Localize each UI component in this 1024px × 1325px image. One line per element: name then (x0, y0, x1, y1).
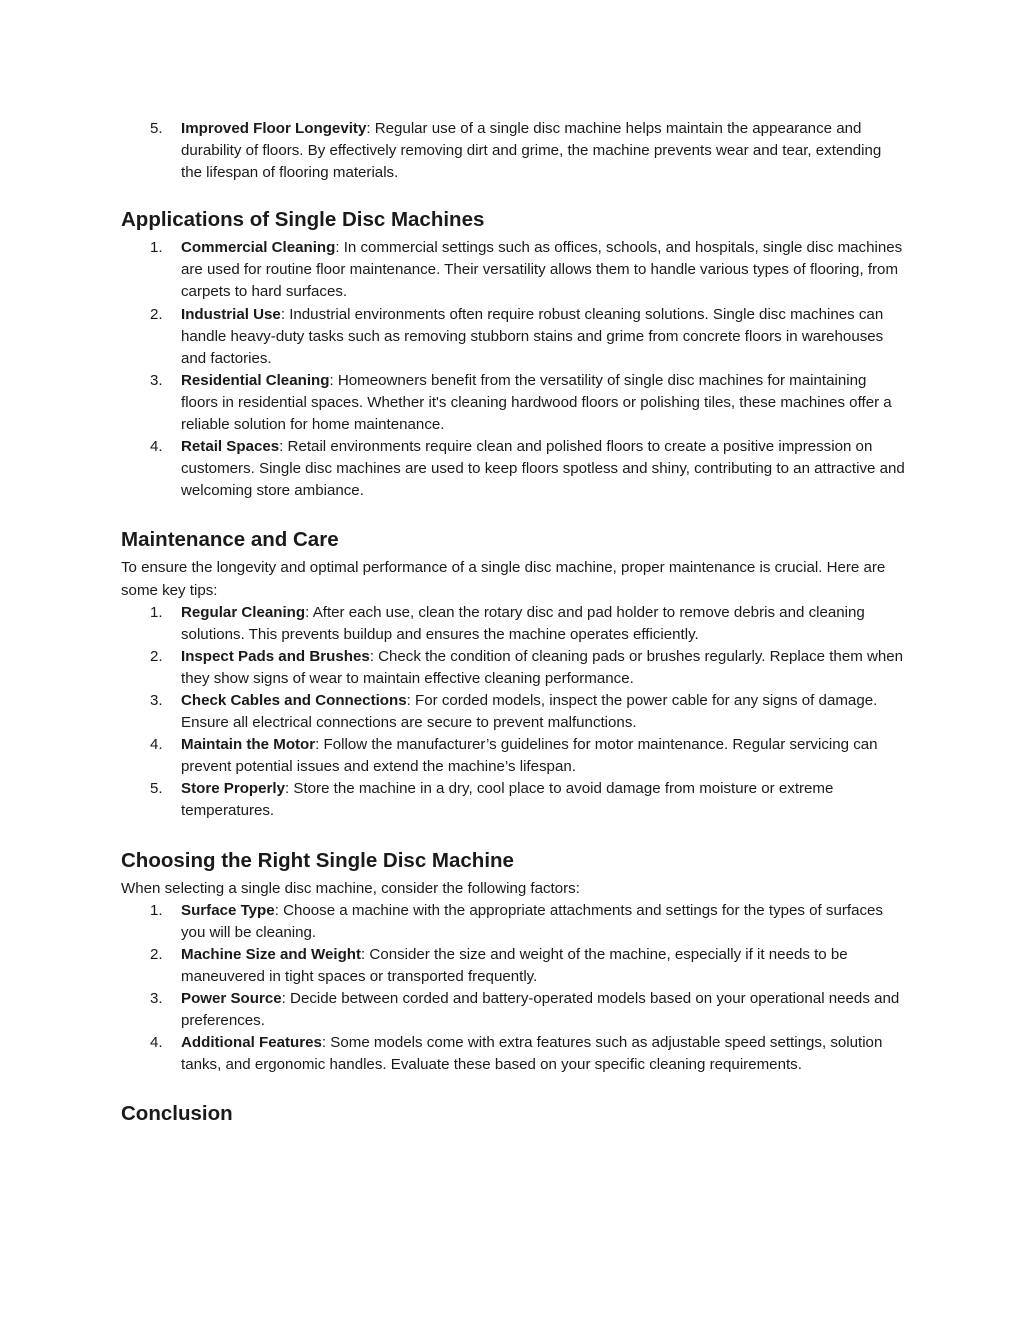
list-item (121, 646, 906, 690)
list-number: 3. (150, 371, 163, 389)
choosing-section (121, 847, 906, 1077)
list-term: Industrial Use (181, 305, 281, 323)
list-text: : In commercial settings such as offices, schools, and hospitals, single disc machines are used for routine floor maintenance. Their versatility allows them to handle various types of flooring, from carpets to hard surfaces. (181, 239, 903, 301)
list-text: : Retail environments require clean and polished floors to create a positive impression on customers. Single disc machines are used to keep floors spotless and shiny, contributing to an attractive and welcoming store ambiance. (181, 438, 905, 500)
list-text: : Consider the size and weight of the machine, especially if it needs to be maneuvered in tight spaces or transported frequently. (181, 945, 848, 985)
list-text: : Check the condition of cleaning pads or brushes regularly. Replace them when they show signs of wear to maintain effective cleaning performance. (181, 647, 904, 687)
list-text: : Some models come with extra features such as adjustable speed settings, solution tanks, and ergonomic handles. Evaluate these based on your specific cleaning requirements. (181, 1034, 883, 1074)
section-heading: Choosing the Right Single Disc Machine (121, 848, 514, 872)
list-item (121, 690, 906, 734)
list-item (121, 602, 906, 646)
list-text: : Homeowners benefit from the versatility of single disc machines for maintaining floors in residential spaces. Whether it's cleaning hardwood floors or polishing tiles, these machines offer a reliable solution for home maintenance. (181, 371, 892, 434)
list-number: 1. (150, 239, 163, 257)
list-term: Store Properly (181, 780, 286, 798)
list-item (121, 118, 906, 184)
benefits-list-continued (121, 118, 906, 184)
section-intro: When selecting a single disc machine, consider the following factors: (121, 879, 580, 897)
list-number: 3. (150, 691, 163, 709)
list-text: : Store the machine in a dry, cool place to avoid damage from moisture or extreme temperatures. (181, 780, 834, 820)
list-term: Machine Size and Weight (181, 945, 362, 963)
maintenance-list (121, 602, 906, 823)
list-number: 4. (150, 1034, 163, 1052)
list-item (121, 778, 906, 822)
list-term: Surface Type (181, 901, 275, 919)
list-number: 1. (150, 603, 163, 621)
list-number: 4. (150, 438, 163, 456)
list-item (121, 944, 906, 988)
list-item (121, 1032, 906, 1076)
section-heading: Maintenance and Care (121, 528, 339, 552)
list-term: Commercial Cleaning (181, 239, 336, 257)
list-term: Power Source (181, 990, 282, 1007)
list-term: Check Cables and Connections (181, 691, 407, 709)
list-term: Residential Cleaning (181, 371, 330, 389)
list-item (121, 988, 906, 1032)
section-heading: Applications of Single Disc Machines (121, 208, 485, 232)
list-text: : Choose a machine with the appropriate attachments and settings for the types of surfaces you will be cleaning. (181, 901, 883, 941)
applications-section (121, 206, 906, 502)
list-text: : Industrial environments often require robust cleaning solutions. Single disc machines can handle heavy-duty tasks such as removing stubborn stains and grime from concrete floors in warehouses and factories. (181, 305, 884, 367)
list-term: Retail Spaces (181, 438, 280, 456)
list-term: Additional Features (181, 1034, 322, 1052)
list-item (121, 370, 906, 436)
list-text: : Follow the manufacturer’s guidelines for motor maintenance. Regular servicing can prevent potential issues and extend the machine’s lifespan. (181, 736, 878, 776)
list-number: 4. (150, 736, 163, 754)
list-number: 5. (150, 780, 163, 798)
list-term: Improved Floor Longevity (181, 120, 367, 137)
list-term: Maintain the Motor (181, 736, 316, 754)
list-number: 2. (150, 305, 163, 323)
choosing-list (121, 900, 906, 1077)
list-text: : Regular use of a single disc machine helps maintain the appearance and durability of floors. By effectively removing dirt and grime, the machine prevents wear and tear, extending the lifespan of flooring materials. (181, 120, 882, 182)
list-number: 2. (150, 945, 163, 963)
section-heading: Conclusion (121, 1102, 233, 1126)
list-number: 5. (150, 120, 163, 137)
list-term: Regular Cleaning (181, 603, 306, 621)
list-item (121, 734, 906, 778)
list-term: Inspect Pads and Brushes (181, 647, 370, 665)
list-item (121, 436, 906, 502)
list-number: 1. (150, 901, 163, 919)
applications-list (121, 237, 906, 502)
section-intro: To ensure the longevity and optimal performance of a single disc machine, proper maintenance is crucial. Here are some key tips: (121, 559, 886, 599)
list-item (121, 304, 906, 370)
document-page (121, 118, 906, 1128)
list-number: 2. (150, 647, 163, 665)
list-text: : For corded models, inspect the power cable for any signs of damage. Ensure all electrical connections are secure to prevent malfunctions. (181, 691, 878, 732)
list-text: : Decide between corded and battery-operated models based on your operational needs and preferences. (181, 990, 900, 1030)
list-item (121, 900, 906, 944)
conclusion-section (121, 1100, 906, 1128)
list-number: 3. (150, 990, 163, 1007)
maintenance-section (121, 526, 906, 822)
list-text: : After each use, clean the rotary disc and pad holder to remove debris and cleaning solutions. This prevents buildup and ensures the machine operates efficiently. (181, 603, 865, 643)
list-item (121, 237, 906, 303)
